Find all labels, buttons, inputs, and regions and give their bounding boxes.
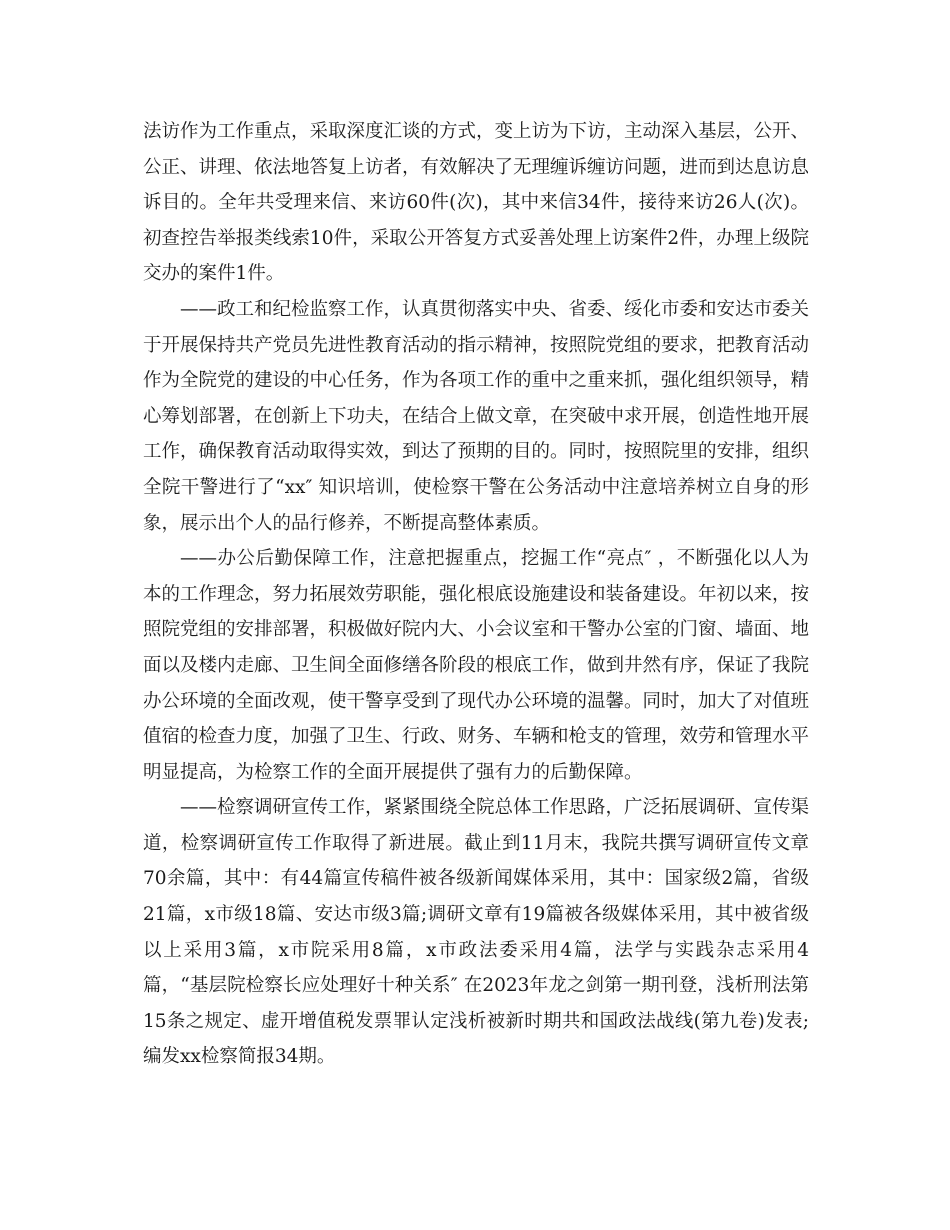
paragraph-petition-work: 法访作为工作重点，采取深度汇谈的方式，变上访为下访，主动深入基层，公开、公正、讲理、依法地答复上访者，有效解决了无理缠诉缠访问题，进而到达息访息诉目的。全年共受理来信、来访60件(次)，其中来信34件，接待来访26人(次)。初查控告举报类线索10件，采取公开答复方式妥善处理上访案件2件，办理上级院交办的案件1件。 [143,121,810,285]
paragraph-political-discipline-work: ——政工和纪检监察工作，认真贯彻落实中央、省委、绥化市委和安达市委关于开展保持共产党员先进性教育活动的指示精神，按照院党组的要求，把教育活动作为全院党的建设的中心任务，作为各项工作的重中之重来抓，强化组织领导，精心筹划部署，在创新上下功夫，在结合上做文章，在突破中求开展，创造性地开展工作，确保教育活动取得实效，到达了预期的目的。同时，按照院里的安排，组织全院干警进行了“xx″ 知识培训，使检察干警在公务活动中注意培养树立自身的形象，展示出个人的品行修养，不断提高整体素质。 [143,298,810,534]
document-body [143,114,809,1075]
paragraph-logistics-support-work: ——办公后勤保障工作，注意把握重点，挖掘工作“亮点″ ，不断强化以人为本的工作理念，努力拓展效劳职能，强化根底设施建设和装备建设。年初以来，按照院党组的安排部署，积极做好院内大、小会议室和干警办公室的门窗、墙面、地面以及楼内走廊、卫生间全面修缮各阶段的根底工作，做到井然有序，保证了我院办公环境的全面改观，使干警享受到了现代办公环境的温馨。同时，加大了对值班值宿的检查力度，加强了卫生、行政、财务、车辆和枪支的管理，效劳和管理水平明显提高，为检察工作的全面开展提供了强有力的后勤保障。 [143,548,810,783]
paragraph-research-publicity-work: ——检察调研宣传工作，紧紧围绕全院总体工作思路，广泛拓展调研、宣传渠道，检察调研宣传工作取得了新进展。截止到11月末，我院共撰写调研宣传文章70余篇，其中：有44篇宣传稿件被各级新闻媒体采用，其中：国家级2篇，省级21篇，x市级18篇、安达市级3篇;调研文章有19篇被各级媒体采用，其中被省级以上采用3篇，x市院采用8篇，x市政法委采用4篇，法学与实践杂志采用4篇，“基层院检察长应处理好十种关系″ 在2023年龙之剑第一期刊登，浅析刑法第15条之规定、虚开增值税发票罪认定浅析被新时期共和国政法战线(第九卷)发表;编发xx检察简报34期。 [143,797,810,1068]
